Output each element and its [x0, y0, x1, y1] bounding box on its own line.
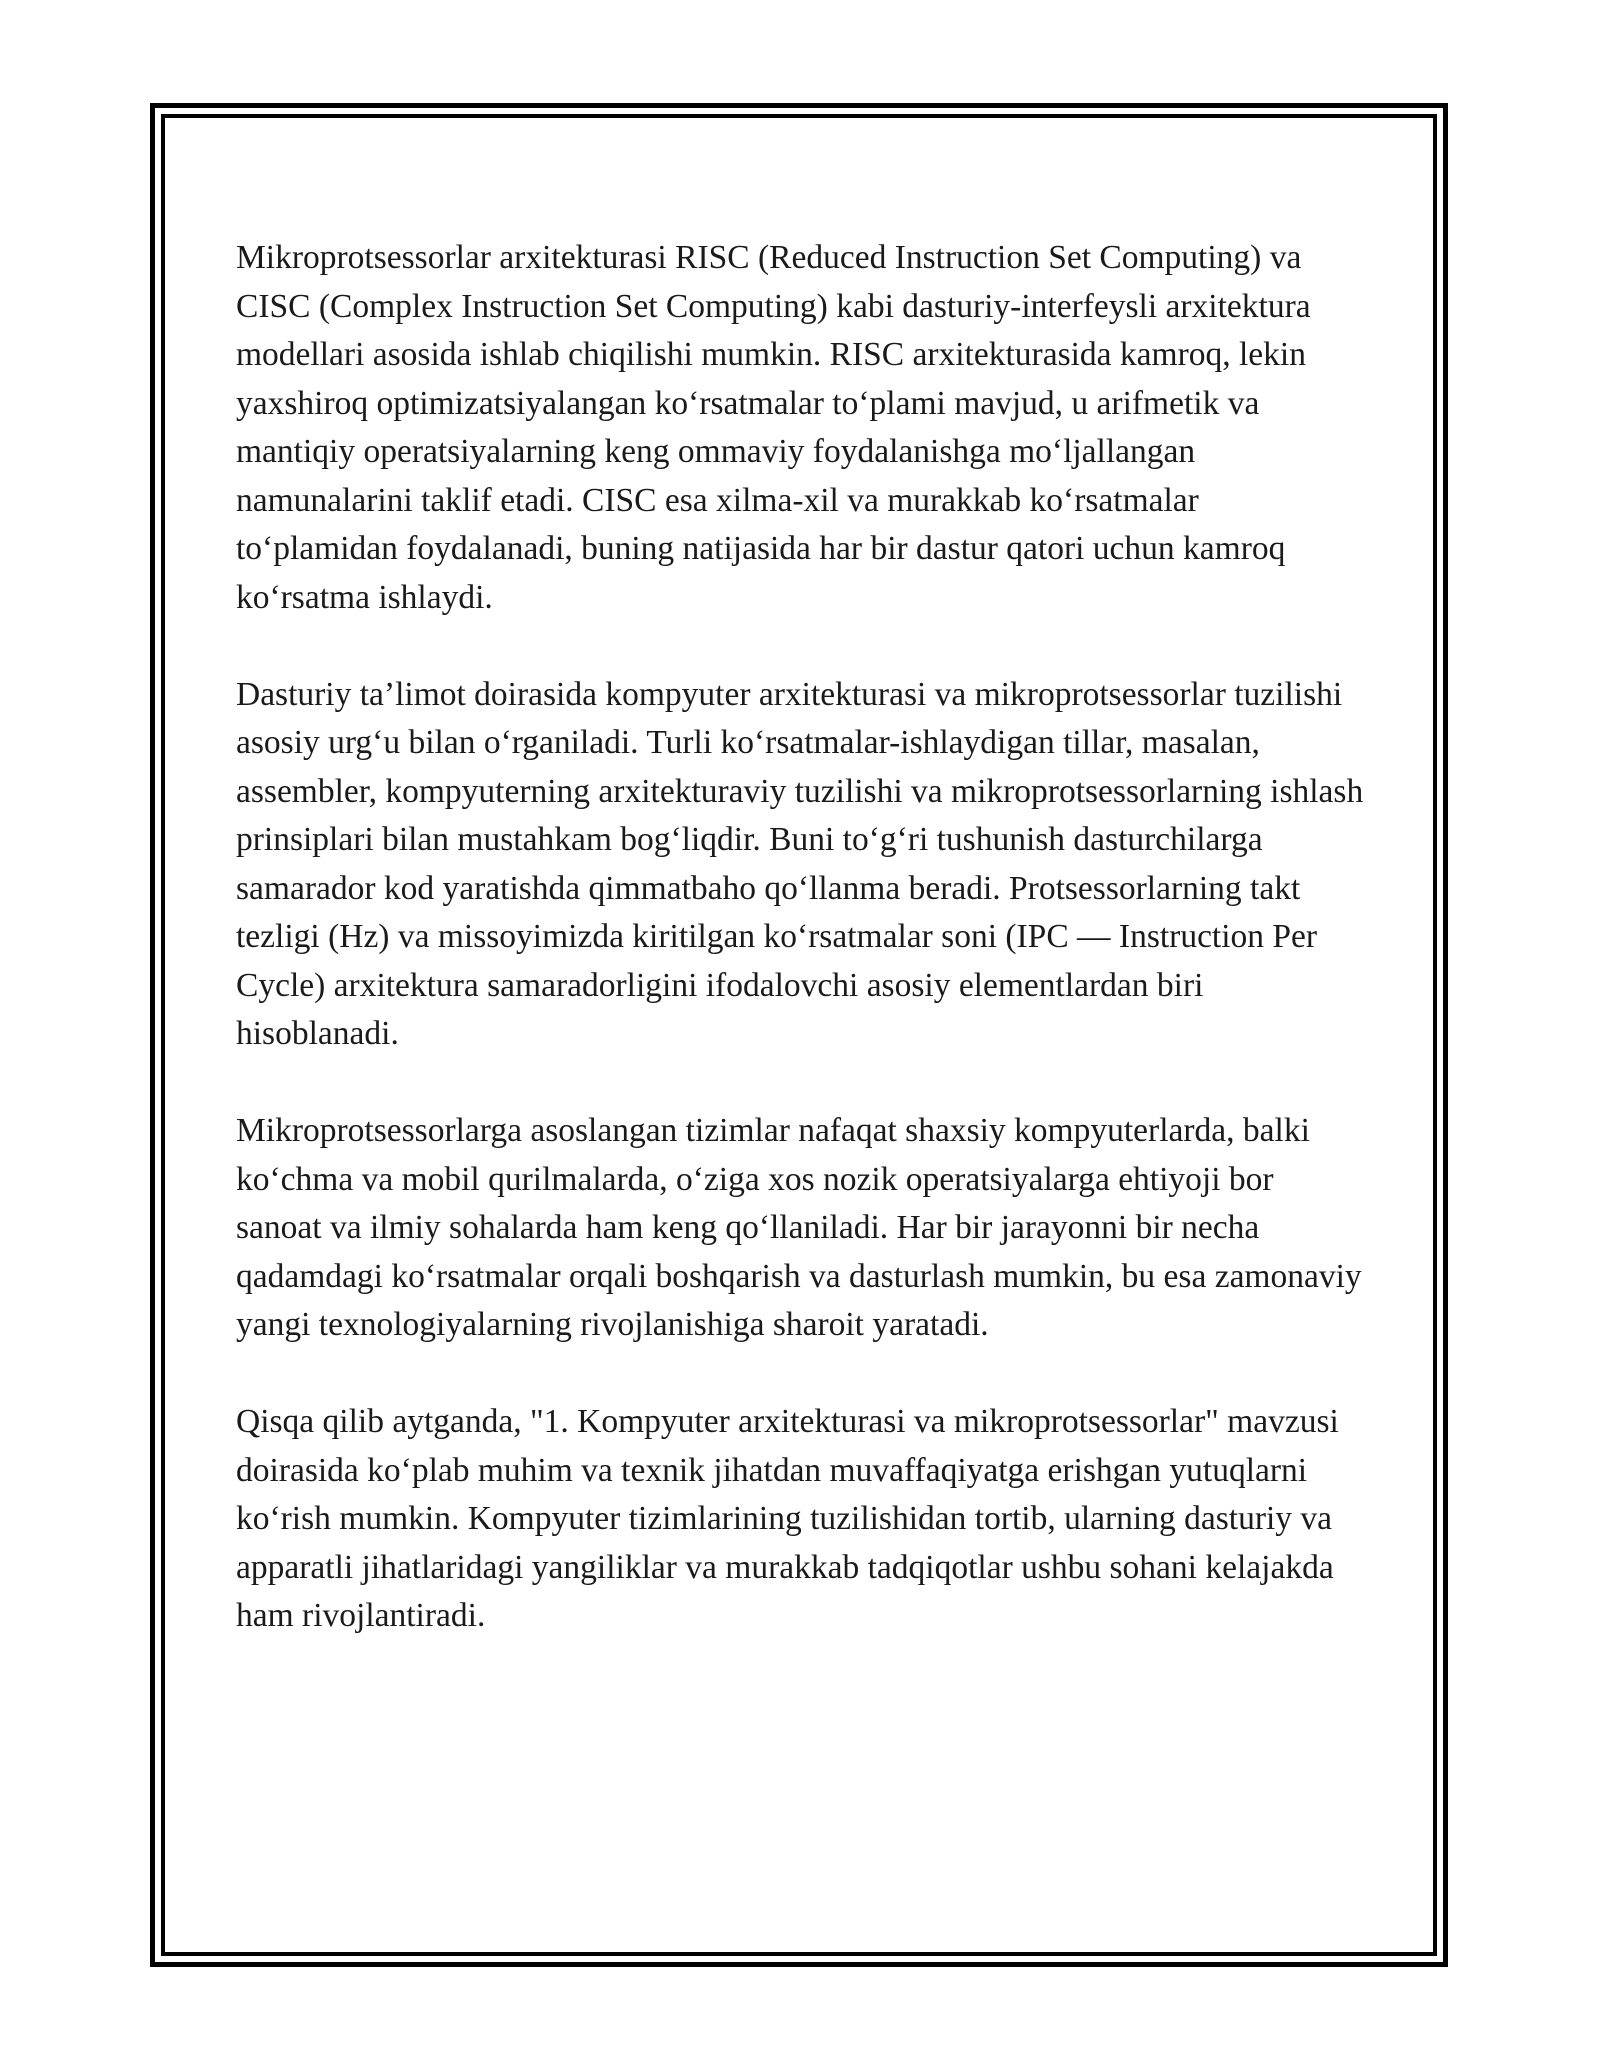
paragraph-risc-cisc: Mikroprotsessorlar arxitekturasi RISC (Reduced Instruction Set Computing) va CISC (Complex Instruction Set Computing) kabi dasturiy-interfeysli arxitektura modellari asosida ishlab chiqilishi mumkin. RISC arxitekturasida kamroq, lekin yaxshiroq optimizatsiyalangan ko‘rsatmalar to‘plami mavjud, u arifmetik va mantiqiy operatsiyalarning keng ommaviy foydalanishga mo‘ljallangan namunalarini taklif etadi. CISC esa xilma-xil va murakkab ko‘rsatmalar to‘plamidan foydalanadi, buning natijasida har bir dastur qatori uchun kamroq ko‘rsatma ishlaydi. — [236, 239, 1311, 616]
paragraph-conclusion: Qisqa qilib aytganda, "1. Kompyuter arxitekturasi va mikroprotsessorlar" mavzusi doirasida ko‘plab muhim va texnik jihatdan muvaffaqiyatga erishgan yutuqlarni ko‘rish mumkin. Kompyuter tizimlarining tuzilishidan tortib, ularning dasturiy va apparatli jihatlaridagi yangiliklar va murakkab tadqiqotlar ushbu sohani kelajakda ham rivojlantiradi. — [236, 1403, 1339, 1634]
document-body — [236, 234, 1366, 1689]
paragraph-applications: Mikroprotsessorlarga asoslangan tizimlar nafaqat shaxsiy kompyuterlarda, balki ko‘chma va mobil qurilmalarda, o‘ziga xos nozik operatsiyalarga ehtiyoji bor sanoat va ilmiy sohalarda ham keng qo‘llaniladi. Har bir jarayonni bir necha qadamdagi ko‘rsatmalar orqali boshqarish va dasturlash mumkin, bu esa zamonaviy yangi texnologiyalarning rivojlanishiga sharoit yaratadi. — [236, 1112, 1362, 1343]
paragraph-software-education: Dasturiy ta’limot doirasida kompyuter arxitekturasi va mikroprotsessorlar tuzilishi asosiy urg‘u bilan o‘rganiladi. Turli ko‘rsatmalar-ishlaydigan tillar, masalan, assembler, kompyuterning arxitekturaviy tuzilishi va mikroprotsessorlarning ishlash prinsiplari bilan mustahkam bog‘liqdir. Buni to‘g‘ri tushunish dasturchilarga samarador kod yaratishda qimmatbaho qo‘llanma beradi. Protsessorlarning takt tezligi (Hz) va missoyimizda kiritilgan ko‘rsatmalar soni (IPC — Instruction Per Cycle) arxitektura samaradorligini ifodalovchi asosiy elementlardan biri hisoblanadi. — [236, 675, 1364, 1052]
